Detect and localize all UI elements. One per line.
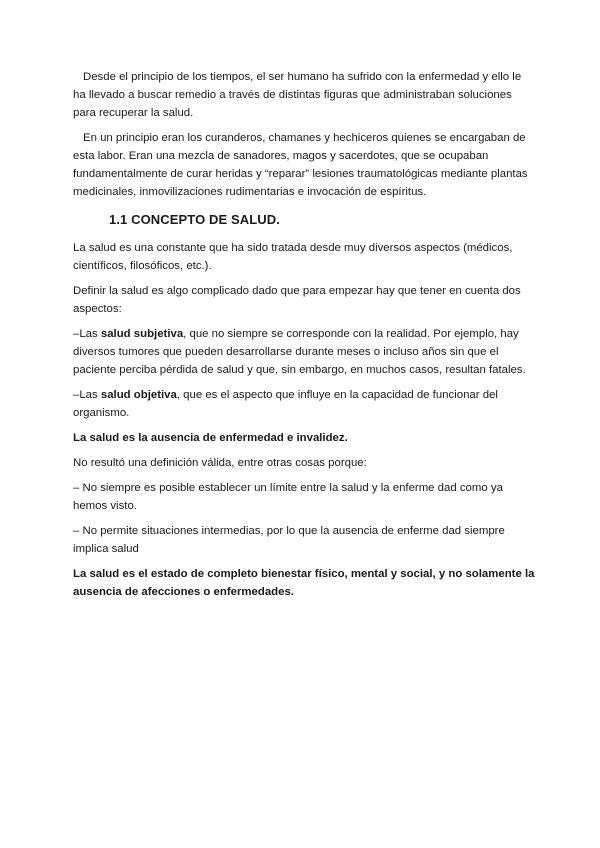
subjective-health-item (73, 325, 535, 379)
reason-1: – No siempre es posible establecer un límite entre la salud y la enferme dad como ya hemos visto. (73, 482, 503, 512)
objective-term: salud objetiva (100, 389, 177, 401)
objective-text: , que es el aspecto que influye en la capacidad de funcionar del organismo. (73, 389, 498, 419)
subjective-term: salud subjetiva (100, 328, 184, 340)
definition-2: La salud es el estado de completo bienestar físico, mental y social, y no solamente la ausencia de afecciones o enfermedades. (73, 568, 535, 598)
paragraph-no-valida: No resultó una definición válida, entre otras cosas porque: (73, 457, 367, 469)
paragraph-salud-constante: La salud es una constante que ha sido tratada desde muy diversos aspectos (médicos, científicos, filosóficos, etc.). (73, 242, 513, 272)
subjective-prefix: –Las (73, 328, 101, 340)
intro-paragraph-2: En un principio eran los curanderos, chamanes y hechiceros quienes se encargaban de esta labor. Eran una mezcla de sanadores, magos y sacerdotes, que se ocupaban fundamentalmente de curar heridas y “reparar” lesiones traumatológicas mediante plantas medicinales, inmovilizaciones rudimentarias e invocación de espíritus. (73, 132, 528, 198)
objective-health-item (73, 386, 535, 422)
objective-prefix: –Las (73, 389, 101, 401)
paragraph-definir-salud: Definir la salud es algo complicado dado que para empezar hay que tener en cuenta dos aspectos: (73, 285, 521, 315)
document-page (73, 68, 535, 608)
reason-2: – No permite situaciones intermedias, por lo que la ausencia de enferme dad siempre implica salud (73, 525, 505, 555)
definition-1: La salud es la ausencia de enfermedad e invalidez. (73, 432, 348, 444)
section-heading: 1.1 CONCEPTO DE SALUD. (109, 212, 280, 227)
intro-paragraph-1: Desde el principio de los tiempos, el ser humano ha sufrido con la enfermedad y ello le ha llevado a buscar remedio a través de distintas figuras que administraban soluciones para recuperar la salud. (73, 71, 522, 119)
subjective-text: , que no siempre se corresponde con la realidad. Por ejemplo, hay diversos tumores que pueden desarrollarse durante meses o incluso años sin que el paciente perciba pérdida de salud y que, sin embargo, en muchos casos, resultan fatales. (73, 328, 526, 376)
